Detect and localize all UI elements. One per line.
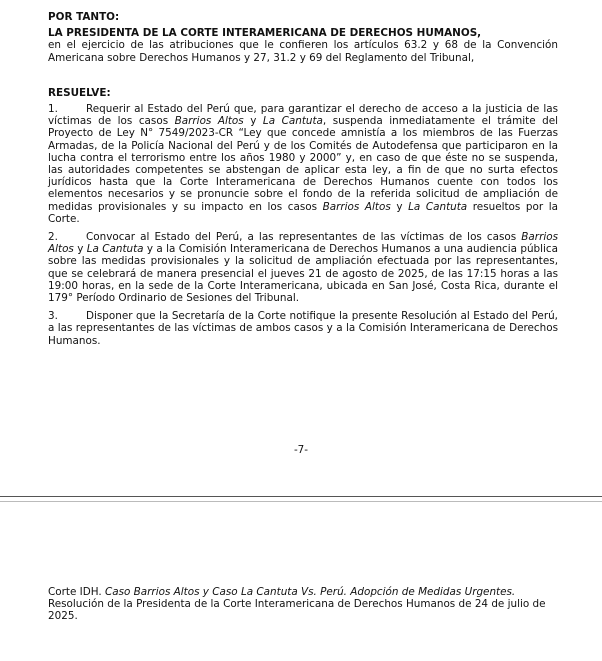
point-text: y: [73, 243, 87, 256]
page-divider: [0, 496, 602, 497]
point-text: Disponer que la Secretaría de la Corte notifique la presente Resolución al Estado del Perú, a las representantes de las víctimas de ambos casos y a la Comisión Interamericana de Derechos Humanos.: [48, 310, 558, 347]
case-name: Barrios Altos: [48, 231, 558, 256]
resuelve-heading: RESUELVE:: [48, 86, 111, 99]
point-text: resueltos por la Corte.: [48, 200, 558, 225]
case-name: La Cantuta: [262, 115, 323, 128]
footer-text: Corte IDH.: [48, 586, 105, 598]
page-footer: [48, 586, 563, 623]
resolution-point-2: [48, 231, 558, 304]
document-body: [48, 10, 558, 353]
presidenta-heading: LA PRESIDENTA DE LA CORTE INTERAMERICANA DE DERECHOS HUMANOS,: [48, 27, 482, 40]
page-number: -7-: [293, 444, 309, 456]
footer-case-title: Caso Barrios Altos y Caso La Cantuta Vs. Perú. Adopción de Medidas Urgentes.: [104, 586, 516, 598]
page-divider-shadow: [0, 501, 602, 502]
footer-text: Resolución de la Presidenta de la Corte Interamericana de Derechos Humanos de 24 de julio de 2025.: [48, 598, 546, 623]
case-name: La Cantuta: [86, 243, 144, 256]
point-text: Convocar al Estado del Perú, a las representantes de las víctimas de los casos: [86, 231, 522, 244]
point-number: 2.: [48, 231, 58, 244]
point-text: Requerir al Estado del Perú que, para garantizar el derecho de acceso a la justicia de las víctimas de los casos: [48, 103, 558, 128]
case-name: Barrios Altos: [174, 115, 244, 128]
resolution-point-1: [48, 103, 558, 225]
intro-paragraph: en el ejercicio de las atribuciones que le confieren los artículos 63.2 y 68 de la Convención Americana sobre Derechos Humanos y 27, 31.2 y 69 del Reglamento del Tribunal,: [48, 39, 558, 64]
por-tanto-heading: POR TANTO:: [48, 11, 120, 23]
point-text: , suspenda inmediatamente el trámite del Proyecto de Ley N° 7549/2023-CR “Ley que concede amnistía a los miembros de las Fuerzas Armadas, de la Policía Nacional del Perú y de los Comités de Autodefensa que participaron en la lucha contra el terrorismo entre los años 1980 y 2000” y, en caso de que éste no se suspenda, las autoridades competentes se abstengan de aplicar esta ley, a fin de que no surta efectos jurídicos hasta que la Corte Interamericana de Derechos Humanos cuente con todos los elementos necesarios y se pronuncie sobre el fondo de la referida solicitud de ampliación de medidas provisionales y su impacto en los casos: [48, 115, 558, 213]
point-text: y a la Comisión Interamericana de Derechos Humanos a una audiencia pública sobre las medidas provisionales y la solicitud de ampliación efectuada por las representantes, que se celebrará de manera presencial el jueves 21 de agosto de 2025, de las 17:15 horas a las 19:00 horas, en la sede de la Corte Interamericana, ubicada en San José, Costa Rica, durante el 179° Período Ordinario de Sesiones del Tribunal.: [48, 243, 558, 305]
point-text: y: [243, 115, 263, 128]
point-number: 1.: [48, 103, 58, 116]
point-text: y: [390, 200, 409, 213]
point-number: 3.: [48, 310, 58, 323]
case-name: Barrios Altos: [322, 200, 391, 213]
resolution-point-3: [48, 310, 558, 347]
case-name: La Cantuta: [408, 200, 468, 213]
